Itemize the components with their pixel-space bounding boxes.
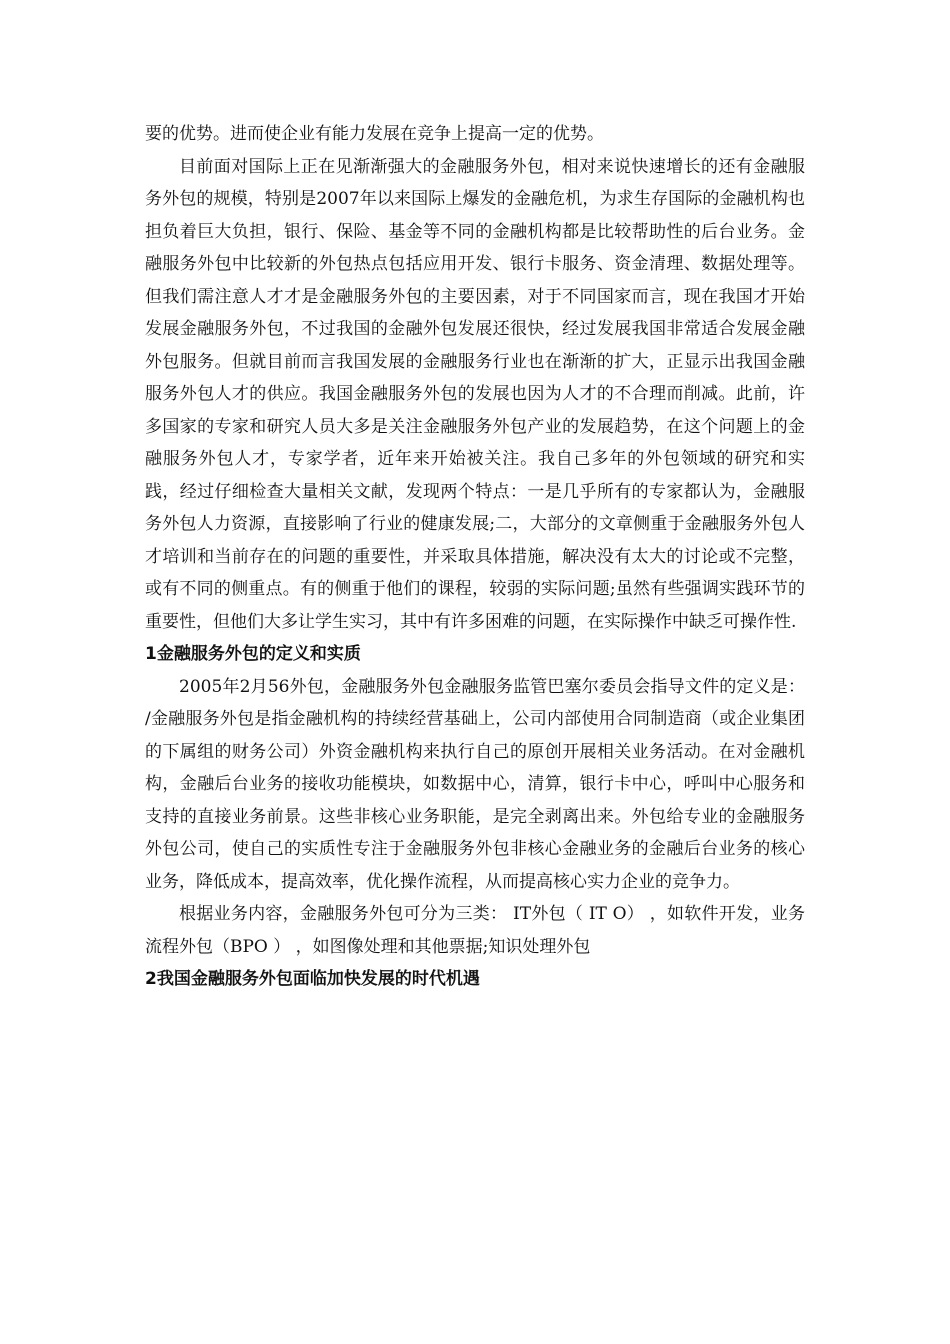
section-heading-1: 1金融服务外包的定义和实质 <box>145 644 361 664</box>
paragraph-background: 目前面对国际上正在见渐渐强大的金融服务外包，相对来说快速增长的还有金融服务外包的规模，特别是2007年以来国际上爆发的金融危机，为求生存国际的金融机构也担负着巨大负担，银行、保险、基金等不同的金融机构都是比较帮助性的后台业务。金融服务外包中比较新的外包热点包括应用开发、银行卡服务、资金清理、数据处理等。但我们需注意人才才是金融服务外包的主要因素，对于不同国家而言，现在我国才开始发展金融服务外包，不过我国的金融外包发展还很快，经过发展我国非常适合发展金融外包服务。但就目前而言我国发展的金融服务行业也在渐渐的扩大，正显示出我国金融服务外包人才的供应。我国金融服务外包的发展也因为人才的不合理而削减。此前，许多国家的专家和研究人员大多是关注金融服务外包产业的发展趋势，在这个问题上的金融服务外包人才，专家学者，近年来开始被关注。我自己多年的外包领域的研究和实践，经过仔细检查大量相关文献，发现两个特点：一是几乎所有的专家都认为，金融服务外包人力资源，直接影响了行业的健康发展;二，大部分的文章侧重于金融服务外包人才培训和当前存在的问题的重要性，并采取具体措施，解决没有太大的讨论或不完整，或有不同的侧重点。有的侧重于他们的课程，较弱的实际问题;虽然有些强调实践环节的重要性，但他们大多让学生实习，其中有许多困难的问题，在实际操作中缺乏可操作性. <box>145 156 805 632</box>
document-page <box>145 118 805 996</box>
paragraph-classification: 根据业务内容，金融服务外包可分为三类： IT外包（ IT O） ，如软件开发，业务流程外包（BPO ） ，如图像处理和其他票据;知识处理外包 <box>145 904 805 957</box>
section-heading-2: 2我国金融服务外包面临加快发展的时代机遇 <box>145 969 480 989</box>
paragraph-definition: 2005年2月56外包，金融服务外包金融服务监管巴塞尔委员会指导文件的定义是： /金融服务外包是指金融机构的持续经营基础上，公司内部使用合同制造商（或企业集团的下属组的财务公司）外资金融机构来执行自己的原创开展相关业务活动。在对金融机构，金融后台业务的接收功能模块，如数据中心，清算，银行卡中心，呼叫中心服务和支持的直接业务前景。这些非核心业务职能，是完全剥离出来。外包给专业的金融服务外包公司，使自己的实质性专注于金融服务外包非核心金融业务的金融后台业务的核心业务，降低成本，提高效率，优化操作流程，从而提高核心实力企业的竞争力。 <box>145 676 805 892</box>
paragraph-continuation: 要的优势。进而使企业有能力发展在竞争上提高一定的优势。 <box>145 124 604 144</box>
